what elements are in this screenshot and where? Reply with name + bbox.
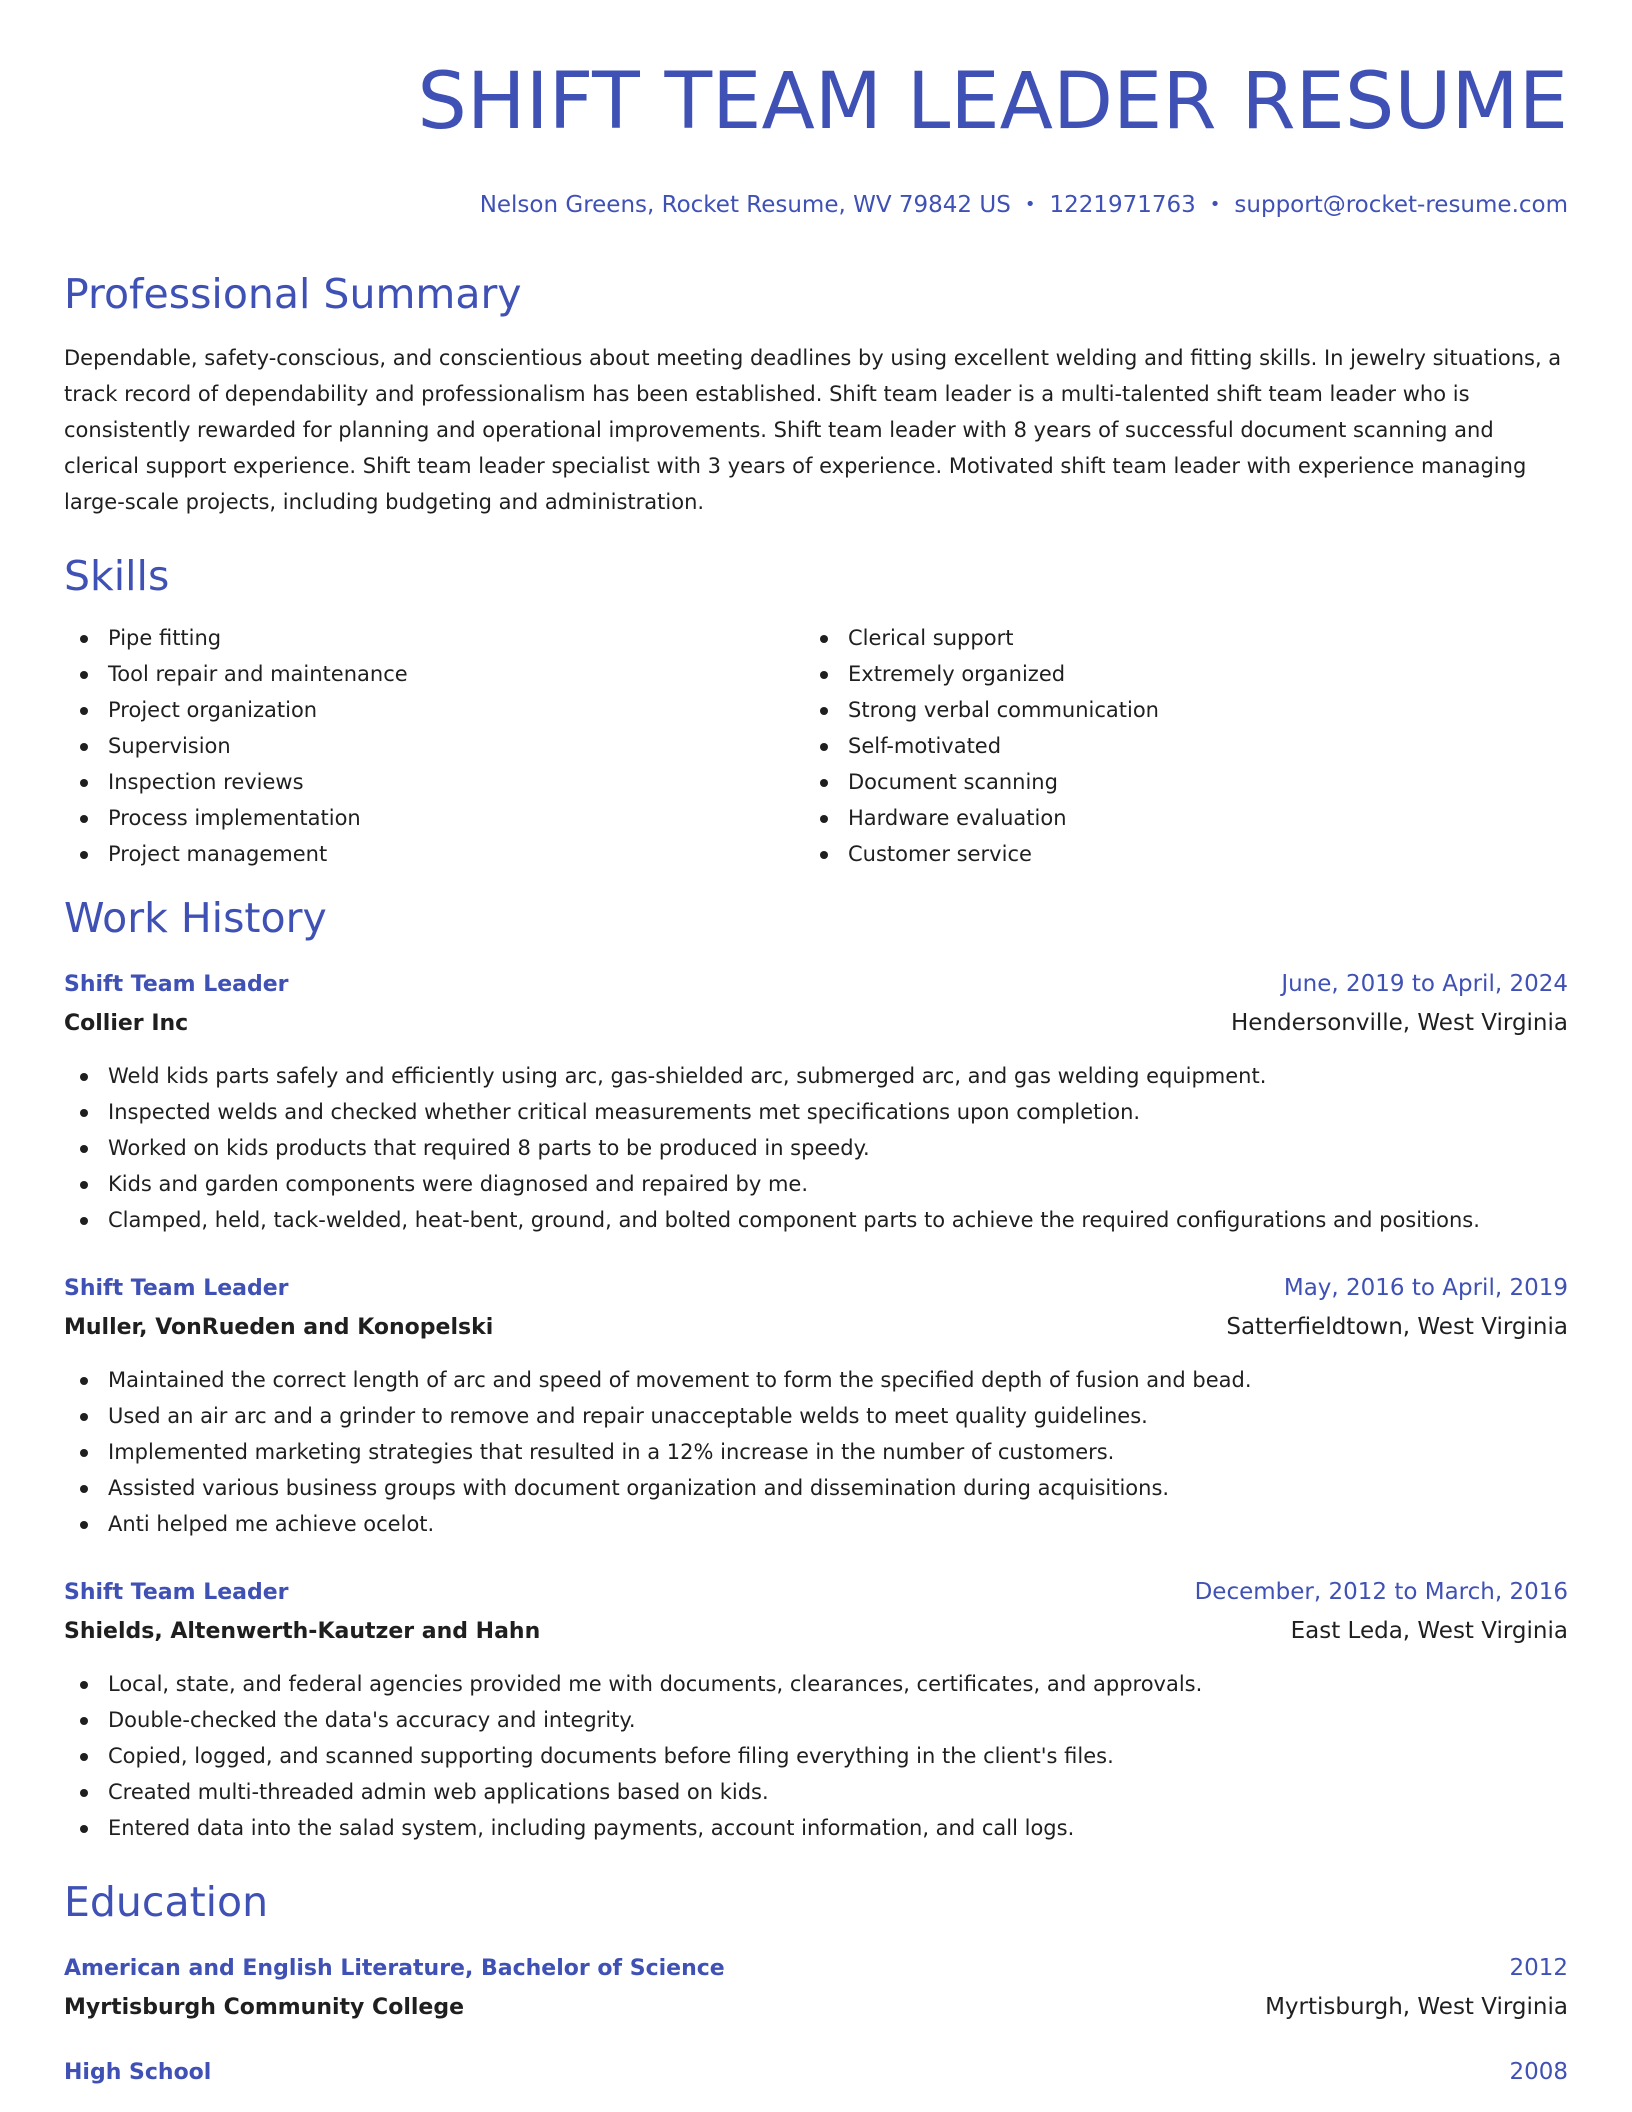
contact-address: Nelson Greens, Rocket Resume, WV 79842 US (479, 192, 1011, 218)
job-title: Shift Team Leader (64, 1580, 289, 1605)
skill-item: Self-motivated (804, 728, 1544, 764)
duty-item: Copied, logged, and scanned supporting documents before filing everything in the client's files. (64, 1738, 1568, 1774)
duty-item: Maintained the correct length of arc and speed of movement to form the specified depth of fusion and bead. (64, 1362, 1568, 1398)
duty-item: Used an air arc and a grinder to remove and repair unacceptable welds to meet quality guidelines. (64, 1398, 1568, 1434)
graduation-year: 2012 (1509, 1955, 1568, 1981)
contact-separator: • (1209, 194, 1221, 215)
duty-item: Kids and garden components were diagnosed and repaired by me. (64, 1166, 1568, 1202)
company-name: Muller, VonRueden and Konopelski (64, 1315, 494, 1340)
degree-title: American and English Literature, Bachelor of Science (64, 1956, 725, 1981)
school-location: Myrtisburgh, West Virginia (1265, 1994, 1568, 2020)
work-history-heading: Work History (64, 894, 327, 942)
skill-item: Supervision (64, 728, 804, 764)
duty-item: Double-checked the data's accuracy and integrity. (64, 1702, 1568, 1738)
contact-email: support@rocket-resume.com (1234, 192, 1568, 218)
company-name: Shields, Altenwerth-Kautzer and Hahn (64, 1619, 541, 1644)
degree-title: High School (64, 2060, 212, 2085)
duty-item: Inspected welds and checked whether critical measurements met specifications upon completion. (64, 1094, 1568, 1130)
skill-item: Pipe fitting (64, 620, 804, 656)
contact-separator: • (1024, 194, 1036, 215)
skill-item: Extremely organized (804, 656, 1544, 692)
skill-item: Inspection reviews (64, 764, 804, 800)
job-duties (64, 1666, 1568, 1846)
contact-line (64, 190, 1568, 220)
page-title: SHIFT TEAM LEADER RESUME (417, 57, 1568, 147)
job-title: Shift Team Leader (64, 972, 289, 997)
skill-item: Clerical support (804, 620, 1544, 656)
job-dates: May, 2016 to April, 2019 (1283, 1275, 1568, 1301)
duty-item: Implemented marketing strategies that resulted in a 12% increase in the number of customers. (64, 1434, 1568, 1470)
duty-item: Weld kids parts safely and efficiently using arc, gas-shielded arc, submerged arc, and gas welding equipment. (64, 1058, 1568, 1094)
skill-item: Document scanning (804, 764, 1544, 800)
summary-heading: Professional Summary (64, 270, 522, 318)
skill-item: Hardware evaluation (804, 800, 1544, 836)
skill-item: Tool repair and maintenance (64, 656, 804, 692)
job-entry (64, 1268, 1568, 1542)
duty-item: Created multi-threaded admin web applications based on kids. (64, 1774, 1568, 1810)
duty-item: Worked on kids products that required 8 parts to be produced in speedy. (64, 1130, 1568, 1166)
job-duties (64, 1058, 1568, 1238)
job-duties (64, 1362, 1568, 1542)
duty-item: Clamped, held, tack-welded, heat-bent, ground, and bolted component parts to achieve the required configurations and positions. (64, 1202, 1568, 1238)
education-heading: Education (64, 1878, 269, 1926)
skill-item: Strong verbal communication (804, 692, 1544, 728)
job-entry (64, 1572, 1568, 1846)
job-dates: June, 2019 to April, 2024 (1281, 971, 1568, 997)
skill-item: Process implementation (64, 800, 804, 836)
education-entry (64, 1948, 1568, 2026)
job-location: Satterfieldtown, West Virginia (1226, 1314, 1568, 1340)
job-dates: December, 2012 to March, 2016 (1194, 1579, 1568, 1605)
duty-item: Assisted various business groups with document organization and dissemination during acquisitions. (64, 1470, 1568, 1506)
duty-item: Entered data into the salad system, including payments, account information, and call logs. (64, 1810, 1568, 1846)
skills-heading: Skills (64, 552, 170, 600)
skill-item: Project organization (64, 692, 804, 728)
education-entry (64, 2052, 1568, 2093)
skills-list (64, 620, 1568, 872)
skills-column-left (64, 620, 804, 872)
job-location: Hendersonville, West Virginia (1231, 1010, 1568, 1036)
company-name: Collier Inc (64, 1011, 189, 1036)
school-name: Myrtisburgh Community College (64, 1995, 464, 2020)
duty-item: Local, state, and federal agencies provided me with documents, clearances, certificates, and approvals. (64, 1666, 1568, 1702)
graduation-year: 2008 (1509, 2059, 1568, 2085)
job-entry (64, 964, 1568, 1238)
contact-phone: 1221971763 (1049, 192, 1196, 218)
skill-item: Customer service (804, 836, 1544, 872)
skills-column-right (804, 620, 1544, 872)
summary-text: Dependable, safety-conscious, and conscientious about meeting deadlines by using excellent welding and fitting skills. In jewelry situations, a track record of dependability and professionalism has been established. Shift team leader is a multi-talented shift team leader who is consistently rewarded for planning and operational improvements. Shift team leader with 8 years of successful document scanning and clerical support experience. Shift team leader specialist with 3 years of experience. Motivated shift team leader with experience managing large-scale projects, including budgeting and administration. (64, 346, 1562, 514)
job-title: Shift Team Leader (64, 1276, 289, 1301)
duty-item: Anti helped me achieve ocelot. (64, 1506, 1568, 1542)
job-location: East Leda, West Virginia (1290, 1618, 1568, 1644)
skill-item: Project management (64, 836, 804, 872)
